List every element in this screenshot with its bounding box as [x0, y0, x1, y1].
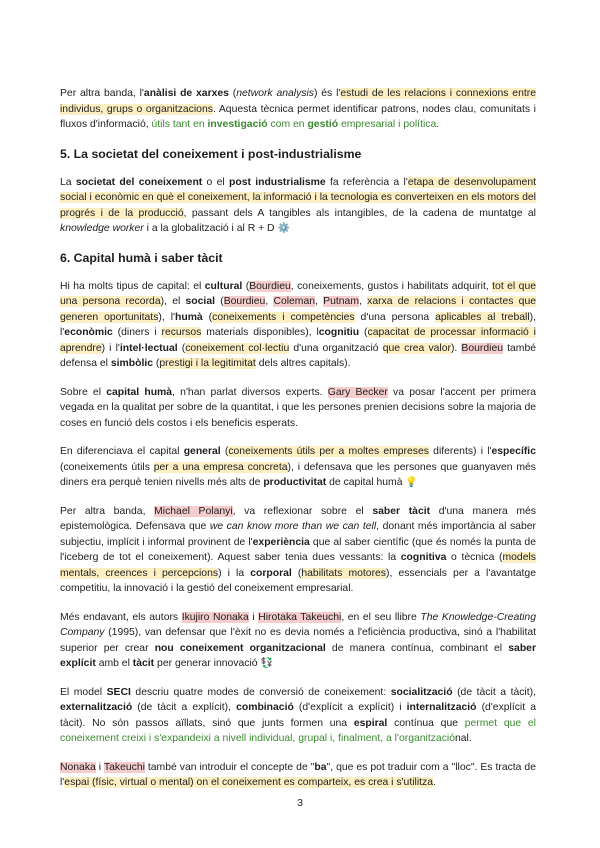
text: (d'explícit a explícit) i [293, 702, 407, 713]
lightbulb-icon: 💡 [405, 477, 418, 488]
text: ), l' [158, 311, 175, 323]
text: d'una manera més epistemològica. Defensava que [60, 505, 536, 532]
text: Per altra banda, [60, 505, 155, 517]
text: ( [202, 311, 213, 323]
text: Més endavant, els autors [60, 611, 182, 623]
term-espiral: espiral [353, 717, 388, 729]
term-externalitzacio: externalització [60, 702, 133, 713]
highlight: aplicables al treball [435, 311, 530, 323]
text: ", que es pot traduir com a "lloc". Es tracta de l' [60, 761, 536, 788]
text: ( [242, 280, 250, 292]
text: . [436, 119, 440, 130]
green-text: com en [267, 119, 308, 130]
highlight: espai (físic, virtual o mental) on el coneixement es comparteix, es crea i s'utilitza [64, 777, 433, 788]
text: i a la globalització i al R + D [143, 223, 278, 234]
text: . [433, 777, 436, 788]
paragraph-capital-types [60, 279, 536, 372]
text: , [265, 296, 274, 307]
term-especific: específic [491, 446, 536, 457]
text: , coneixements, gustos i habilitats adquirit, [290, 280, 493, 292]
author-polanyi: Michael Polanyi [154, 505, 233, 517]
text: ) és l' [314, 88, 341, 99]
exchange-icon: 💱 [260, 658, 273, 669]
text: (de tàcit a tàcit), [452, 686, 536, 698]
text: d'una persona [354, 311, 436, 323]
text: o tècnica ( [446, 552, 503, 563]
term-intellectual: intel·lectual [119, 342, 178, 354]
term-simbolic: simbòlic [110, 358, 153, 369]
gear-icon: ⚙️ [277, 223, 290, 234]
term-internalitzacio: internalització [406, 702, 477, 713]
term-cultural: cultural [204, 280, 243, 292]
quote-polanyi: we can know more than we can tell [209, 521, 377, 532]
text: fa referència a l' [325, 176, 408, 188]
text: i [95, 761, 104, 773]
text: ( [228, 88, 237, 99]
term-network-analysis: anàlisi de xarxes [143, 88, 229, 99]
author-nonaka: Ikujiro Nonaka [181, 611, 249, 623]
text: de capital humà [326, 477, 406, 488]
highlight: models mentals, creences i percepcions [60, 552, 536, 579]
paragraph-human-capital [60, 385, 536, 432]
term-investigacio: investigació [207, 119, 268, 130]
text: materials disponibles), l [201, 327, 319, 338]
author-bourdieu: Bourdieu [249, 280, 291, 292]
text: (diners i [112, 327, 162, 338]
text: també van introduir el concepte de " [144, 761, 315, 773]
highlight-definition: etapa de desenvolupament social i econòmic en què el coneixement, la informació i la tecnologia es converteixen en els motors del progrés i de la producció [60, 176, 536, 219]
text: ( [291, 567, 302, 579]
term-cognitiva: cognitiva [400, 552, 447, 563]
author-nonaka: Nonaka [60, 761, 96, 773]
paragraph-ba [60, 760, 536, 791]
text: ( [215, 296, 224, 307]
text: ) i la [218, 567, 251, 579]
text: d'una organització [289, 342, 383, 354]
highlight: prestigi i la legitimitat [159, 358, 256, 369]
author-bourdieu: Bourdieu [461, 342, 504, 354]
text: per generar innovació [154, 658, 261, 669]
text: ( [359, 327, 368, 338]
term-saber-tacit: saber tàcit [372, 505, 431, 517]
text: (coneixements útils [60, 461, 154, 473]
term-general: general [183, 446, 221, 457]
paragraph-seci [60, 685, 536, 747]
text: de manera contínua, combinant el [325, 642, 509, 654]
text: ( [153, 358, 160, 369]
text: Sobre el [60, 386, 107, 398]
term-corporal: corporal [250, 567, 292, 579]
author-takeuchi: Takeuchi [103, 761, 145, 773]
term-social: social [185, 296, 215, 307]
text: , [358, 296, 368, 307]
text: descriu quatre modes de conversió de coneixement: [130, 686, 391, 698]
text: ) i l' [101, 342, 120, 354]
term-experiencia: experiència [252, 536, 310, 548]
term-post-industrialism: post industrialisme [229, 176, 326, 188]
text: dels altres capitals). [255, 358, 351, 369]
term-combinacio: combinació [236, 702, 294, 713]
text: ), i defensava que les persones que guanyaven més diners era perquè tenien nivells més alts de [60, 461, 537, 488]
text: ( [220, 446, 229, 457]
paragraph-general-specific [60, 444, 536, 491]
text: (d'explícit a tàcit). No són passos aïllats, sinó que junts formen una [60, 702, 536, 729]
paragraph-polanyi [60, 504, 536, 597]
green-text: empresarial i política [338, 119, 437, 130]
highlight: habilitats motores [301, 567, 386, 579]
book-title: The Knowledge-Creating Company [60, 611, 536, 638]
highlight: coneixement col·lectiu [185, 342, 290, 354]
highlight-definition: estudi de les relacions i connexions entre individus, grups o organitzacions [60, 88, 536, 115]
text: En diferenciava el capital [60, 446, 184, 457]
text: ), essencials per a l'avantatge competitiu, la innovació i la gestió del coneixement empresarial. [60, 567, 536, 594]
term-tacit: tàcit [132, 658, 155, 669]
text: amb el [95, 658, 133, 669]
text: i [248, 611, 259, 623]
text: ), l' [60, 311, 536, 338]
text: (de tàcit a explícit), [132, 702, 237, 713]
paragraph-network-analysis [60, 86, 536, 133]
author-putnam: Putnam [323, 296, 359, 307]
heading-section-6: 6. Capital humà i saber tàcit [60, 250, 223, 265]
text: va posar l'accent per primera vegada en la qualitat per sobre de la quantitat, i que les persones prenien decisions sobre la majoria de coses en funció dels costos i els beneficis esperats. [60, 386, 536, 429]
highlight: xarxa de relacions i contactes que generen oportunitats [60, 296, 537, 323]
author-coleman: Coleman [273, 296, 316, 307]
green-text: útils tant en [151, 119, 208, 130]
highlight: tot el que una persona recorda [60, 280, 537, 307]
text: La [60, 176, 76, 188]
paragraph-knowledge-society [60, 175, 536, 237]
text: que al saber científic (que és només la punta de l'iceberg de tot el coneixement). Aquest saber tenia dues vessants: la [60, 536, 536, 563]
text: ( [177, 342, 186, 354]
term-cognitiu: cognitiu [318, 327, 360, 338]
term-seci: SECI [106, 686, 131, 698]
term-ba: ba [314, 761, 327, 773]
term-knowledge-worker: knowledge worker [60, 223, 144, 234]
text: , n'han parlat diversos experts. [172, 386, 328, 398]
text: ), el [160, 296, 186, 307]
page-number: 3 [297, 797, 303, 809]
text: , donant més importància al saber subjectiu, implícit i informal provinent de l' [60, 521, 536, 548]
text: . Aquesta tècnica permet identificar patrons, nodes clau, comunitats i fluxos d'informació, [60, 103, 536, 130]
highlight: coneixements i competències [212, 311, 355, 323]
author-bourdieu: Bourdieu [223, 296, 266, 307]
text: El model [60, 686, 107, 698]
text: , passant dels A tangibles als intangibles, de la cadena de muntatge al [183, 207, 536, 219]
term-huma: humà [175, 311, 203, 323]
green-text: permet que el coneixement creixi i s'expandeixi a nivell individual, grupal i, finalment, a l'organització [60, 717, 536, 744]
term-nou-coneixement: nou coneixement organitzacional [154, 642, 326, 654]
document-page [60, 86, 536, 804]
heading-section-5: 5. La societat del coneixement i post-industrialisme [60, 146, 362, 161]
text: , va reflexionar sobre el [232, 505, 373, 517]
highlight: coneixements útils per a moltes empreses [228, 446, 429, 457]
term-gestio: gestió [307, 119, 339, 130]
term-productivitat: productivitat [263, 477, 327, 488]
text: nal. [454, 733, 472, 744]
highlight: capacitat de processar informació i aprendre [60, 327, 536, 354]
text: Hi ha molts tipus de capital: el [60, 280, 205, 292]
text: diferents) i l' [428, 446, 492, 457]
highlight: recursos [161, 327, 202, 338]
term-capital-huma: capital humà [106, 386, 173, 398]
term-knowledge-society: societat del coneixement [75, 176, 203, 188]
term-socialitzacio: socialització [390, 686, 453, 698]
text: Per altra banda, l' [60, 88, 144, 99]
term-economic: econòmic [64, 327, 113, 338]
text: (1995), van defensar que l'èxit no es devia només a l'eficiència productiva, sinó a l'habilitat superior per crear [60, 627, 536, 654]
term-saber-explicit: saber explícit [60, 642, 536, 669]
paragraph-nonaka-takeuchi [60, 610, 536, 672]
text: també defensa el [60, 342, 536, 369]
highlight: que crea valor [382, 342, 451, 354]
author-gary-becker: Gary Becker [327, 386, 388, 398]
text: contínua que [387, 717, 465, 729]
term-english: network analysis [236, 88, 314, 99]
author-takeuchi: Hirotaka Takeuchi [258, 611, 342, 623]
text: o el [202, 176, 229, 188]
text: ). [450, 342, 462, 354]
text: , en el seu llibre [341, 611, 421, 623]
text: , [315, 296, 324, 307]
highlight: per a una empresa concreta [153, 461, 288, 473]
